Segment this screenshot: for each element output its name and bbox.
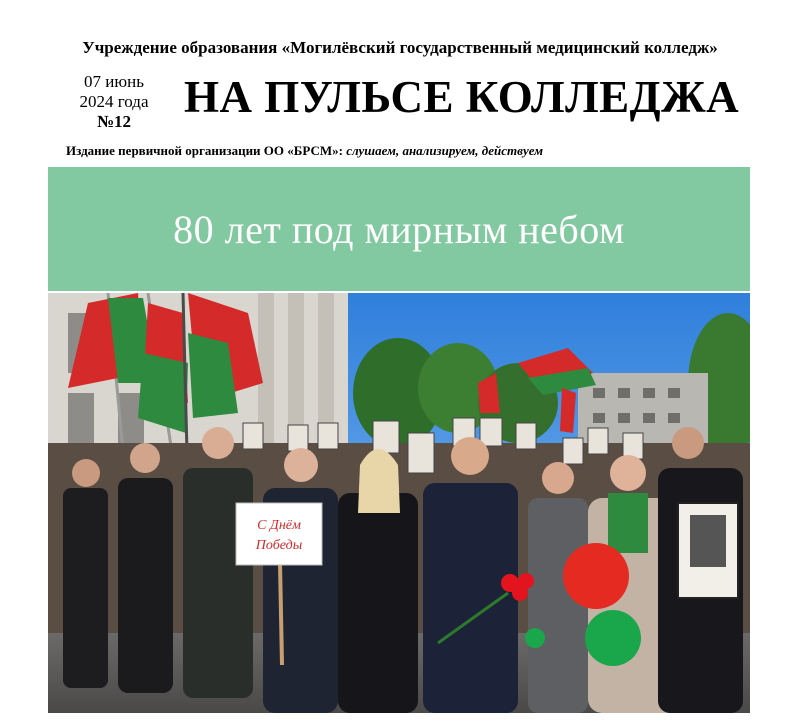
issue-date-block [62, 72, 166, 132]
issue-date-year: 2024 года [79, 92, 149, 111]
held-portrait-image [690, 515, 726, 567]
balloon-red [563, 543, 629, 609]
sign-text-1: С Днём [257, 518, 301, 533]
headline-text: 80 лет под мирным небом [173, 206, 625, 252]
issue-number: №12 [96, 112, 132, 131]
edition-line [66, 143, 543, 159]
balloon-green-small [525, 628, 545, 648]
issue-date-day: 07 июнь [84, 72, 144, 91]
edition-prefix: Издание первичной организации ОО «БРСМ»: [66, 143, 347, 158]
parade-photo [48, 293, 750, 713]
parade-photo-illustration [48, 293, 750, 713]
headline-banner [48, 167, 750, 291]
institution-name: Учреждение образования «Могилёвский государственный медицинский колледж» [82, 38, 718, 57]
newspaper-title: НА ПУЛЬСЕ КОЛЛЕДЖА [184, 72, 740, 122]
balloon-green [585, 610, 641, 666]
sign-text-2: Победы [255, 538, 303, 553]
edition-motto: слушаем, анализируем, действуем [346, 143, 544, 158]
